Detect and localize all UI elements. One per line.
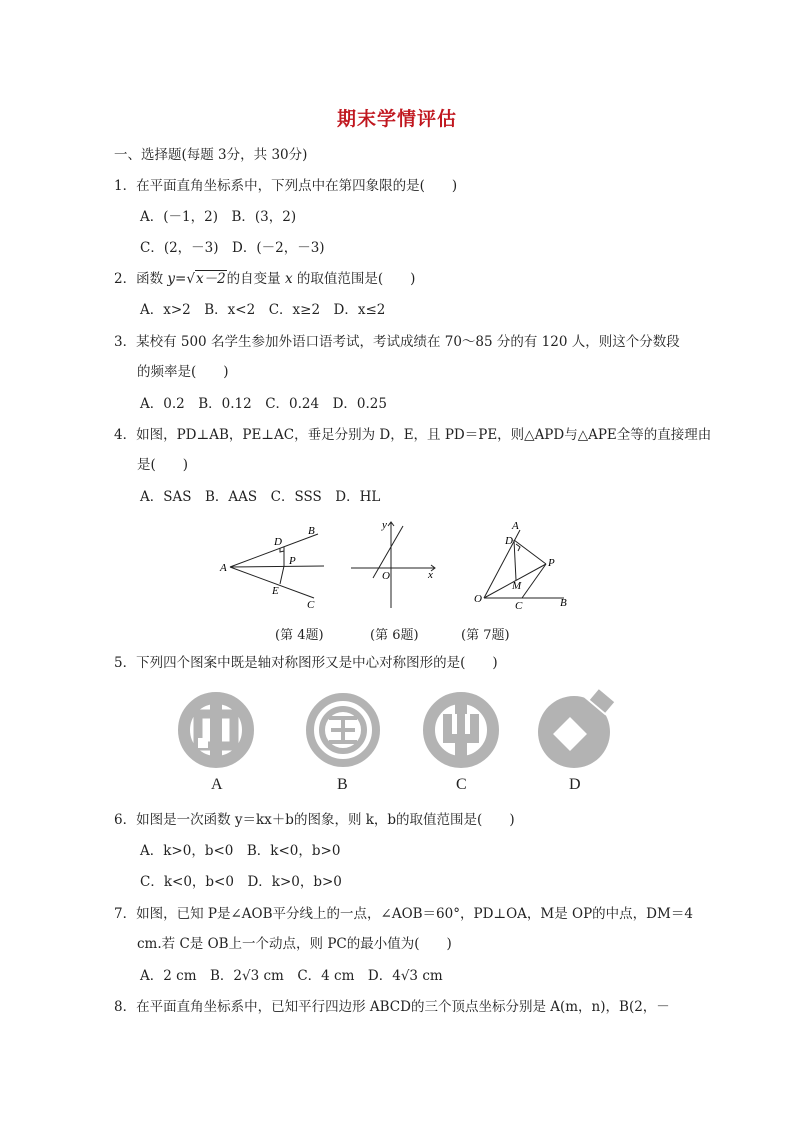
- fig4-label-a: A: [220, 562, 227, 574]
- fig4-label-c: C: [307, 599, 315, 611]
- q2-post: 的自变量: [226, 271, 285, 287]
- q7-options: A．2 cm B．2√3 cm C．4 cm D．4√3 cm: [140, 968, 443, 984]
- fig7-label-p: P: [548, 557, 555, 569]
- fig6-label-o: O: [382, 570, 390, 582]
- fig7-label-b: B: [560, 597, 567, 609]
- fig4-label-e: E: [272, 585, 279, 597]
- section-heading: 一、选择题(每题 3分，共 30分): [114, 147, 308, 163]
- question-3: 3．某校有 500 名学生参加外语口语考试，考试成绩在 70～85 分的有 120 人，则这个分数段: [114, 334, 680, 350]
- question-7-cont: cm.若 C是 OB上一个动点，则 PC的最小值为( ): [137, 936, 452, 952]
- fig7-label-a: A: [512, 520, 519, 532]
- question-8: 8．在平面直角坐标系中，已知平行四边形 ABCD的三个顶点坐标分别是 A(m，n)，B(2，－: [114, 999, 670, 1015]
- logo-option-c: [421, 690, 501, 770]
- question-2: [114, 270, 415, 288]
- figure-4: [214, 518, 334, 614]
- q2-var-x: x: [284, 271, 293, 287]
- fig7-label-c: C: [515, 600, 523, 612]
- fig7-label-o: O: [474, 593, 482, 605]
- logo-option-d: [536, 688, 616, 770]
- fig7-segment-pd: [514, 540, 546, 564]
- q2-var-y: y: [167, 271, 176, 287]
- fig7-right-angle-d: [516, 544, 520, 551]
- q6-options-ab: A．k>0，b<0 B．k<0，b>0: [140, 843, 341, 859]
- question-4: 4．如图，PD⊥AB，PE⊥AC，垂足分别为 D，E，且 PD＝PE，则△APD与△APE全等的直接理由: [114, 427, 712, 443]
- fig7-segment-dm: [514, 540, 516, 580]
- question-7: 7．如图，已知 P是∠AOB平分线上的一点，∠AOB＝60°，PD⊥OA，M是 OP的中点，DM＝4: [114, 906, 693, 922]
- logo-option-b: [303, 690, 383, 770]
- logo-label-a: A: [211, 776, 223, 793]
- fig7-label-d: D: [505, 535, 513, 547]
- fig4-right-angle-d: [280, 548, 284, 552]
- fig4-bisector-line: [230, 566, 324, 567]
- fig7-label-m: M: [512, 580, 522, 592]
- figure-6: [345, 516, 445, 612]
- q3-options: A．0.2 B．0.12 C．0.24 D．0.25: [140, 396, 387, 412]
- q6-options-cd: C．k<0，b<0 D．k>0，b>0: [140, 874, 342, 890]
- q2-tail: 的取值范围是( ): [292, 271, 416, 287]
- q2-prefix: 2．函数: [114, 271, 168, 287]
- logo-label-b: B: [337, 776, 348, 793]
- fig6-label-x: x: [428, 569, 433, 581]
- q1-options-ab: A．(－1，2) B．(3，2): [140, 209, 297, 225]
- caption-fig6: (第 6题): [370, 628, 419, 643]
- q4-options: A．SAS B．AAS C．SSS D．HL: [140, 489, 381, 505]
- caption-fig4: (第 4题): [275, 628, 324, 643]
- fig6-label-y: y: [382, 519, 387, 531]
- fig4-label-d: D: [274, 536, 282, 548]
- question-4-cont: 是( ): [137, 457, 189, 473]
- question-5: 5．下列四个图案中既是轴对称图形又是中心对称图形的是( ): [114, 655, 498, 671]
- page-title: 期末学情评估: [336, 108, 457, 130]
- q1-options-cd: C．(2，－3) D．(－2，－3): [140, 240, 325, 256]
- caption-fig7: (第 7题): [461, 628, 510, 643]
- logo-label-c: C: [456, 776, 467, 793]
- question-1: 1．在平面直角坐标系中，下列点中在第四象限的是( ): [114, 178, 458, 194]
- fig4-label-p: P: [289, 555, 296, 567]
- logo-option-a: [176, 690, 256, 770]
- figure-7: [466, 516, 576, 612]
- q2-eq: =√: [175, 271, 195, 287]
- logo-label-d: D: [569, 776, 581, 793]
- q2-radicand: x－2: [195, 271, 226, 287]
- question-3-cont: 的频率是( ): [137, 364, 229, 380]
- fig4-segment-pe: [280, 566, 284, 584]
- question-6: 6．如图是一次函数 y＝kx＋b的图象，则 k，b的取值范围是( ): [114, 812, 515, 828]
- fig7-segment-pc: [522, 564, 546, 598]
- q2-options: A．x>2 B．x<2 C．x≥2 D．x≤2: [140, 302, 386, 318]
- fig4-label-b: B: [308, 525, 315, 537]
